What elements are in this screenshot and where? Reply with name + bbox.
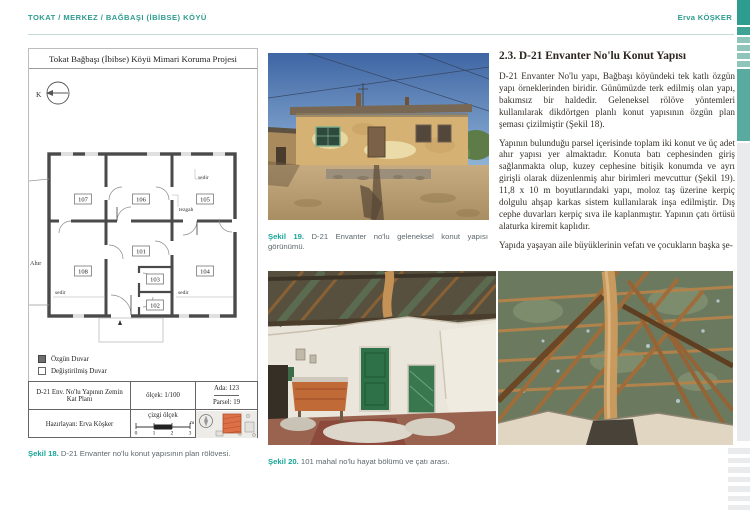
plan-sheet-title: Tokat Bağbaşı (İbibse) Köyü Mimari Koruma Projesi (29, 49, 257, 69)
plan-label-tezgah: tezgah (179, 207, 194, 213)
legend-label: Değiştirilmiş Duvar (51, 367, 107, 375)
room-label-102: 102 (150, 302, 160, 310)
site-plan-thumbnail (196, 411, 257, 438)
porch-outline (99, 318, 163, 342)
plan-label-sedir-top: sedir (198, 175, 209, 181)
article-column (499, 50, 735, 259)
page-edge-block[interactable] (737, 143, 750, 441)
cell-drawing-name: D-21 Env. No'lu Yapının Zemin Kat Planı (29, 382, 131, 410)
original-wall-swatch (38, 355, 46, 363)
section-heading: 2.3. D-21 Envanter No'lu Konut Yapısı (499, 50, 687, 62)
room-label-107: 107 (78, 196, 88, 204)
cell-scale: ölçek: 1/100 (131, 382, 196, 410)
page-edge-tab[interactable] (737, 69, 750, 141)
line-scale-label: çizgi ölçek (148, 412, 178, 419)
page-corner-tab[interactable] (728, 496, 750, 502)
legend-item-original-wall (38, 355, 107, 363)
figure-18-text: D-21 Envanter no'lu konut yapısının plan rölövesi. (60, 448, 231, 458)
page-corner-tab[interactable] (728, 467, 750, 473)
site-plan-building (223, 414, 241, 433)
article-paragraph-3: Yapıda yaşayan aile büyüklerinin vefatı ve çocukların başka şe- (499, 239, 733, 250)
breadcrumb: TOKAT / MERKEZ / BAĞBAŞI (İBİBSE) KÖYÜ (28, 13, 207, 22)
figure-19-photo-house-exterior (268, 53, 489, 220)
plan-sheet (28, 48, 258, 438)
figure-18-caption (28, 449, 260, 460)
cell-parsel: Parsel: 19 (213, 399, 240, 406)
figure-20-caption (268, 457, 568, 468)
scale-tick: 3 (188, 430, 192, 435)
article-paragraph-2: Yapının bulunduğu parsel içerisinde toplam iki konut ve üç adet ahır yapısı yer almaktadır. Konuta batı cephesinden giriş sağlanmakta olup, kuzey cephesine bitişik konumda ve ayrı girişli olarak düzenlenmiş ahır birimleri mevcuttur (Şekil 19). 11,8 x 10 m boyutlarındaki yapı, moloz taş üzerine kerpiç dolgulu ahşap karkas sistem kullanılarak inşa edilmiştir. Dış cephe duvarları kerpiç sıva ile kaplanmıştır. Yapının çatı örtüsü alaturka kiremit kaplıdır. (499, 137, 735, 231)
page-corner-tab[interactable] (728, 486, 750, 492)
cell-site-plan (196, 410, 257, 438)
legend-item-modified-wall (38, 367, 107, 375)
plan-label-ahir: Ahır (30, 260, 42, 267)
cell-ada-parsel (196, 382, 257, 410)
cell-prepared-by: Hazırlayan: Erva Köşker (29, 410, 131, 438)
figure-19-caption (268, 232, 488, 253)
legend-label: Özgün Duvar (51, 355, 89, 363)
page-edge-tab[interactable] (737, 27, 750, 35)
figure-20-photo-attic (498, 271, 733, 445)
page-edge-tab[interactable] (737, 0, 750, 25)
page-edge-tab[interactable] (737, 45, 750, 51)
page-edge-tab[interactable] (737, 61, 750, 67)
entrance-marker (118, 320, 122, 325)
scale-unit: m (190, 420, 194, 426)
scale-bar (132, 419, 194, 435)
north-label: K (36, 90, 42, 99)
north-arrow-icon (36, 82, 69, 104)
plan-legend (38, 355, 107, 379)
plan-label-sedir-left: sedir (55, 290, 66, 296)
floor-plan-drawing (29, 69, 257, 353)
page-edge-tab[interactable] (737, 53, 750, 59)
figure-20-photo-interior (268, 271, 496, 445)
page-corner-tab[interactable] (728, 505, 750, 510)
room-label-103: 103 (150, 276, 160, 284)
figure-20-label: Şekil 20. (268, 456, 299, 466)
room-label-101: 101 (136, 248, 146, 256)
room-label-105: 105 (200, 196, 210, 204)
page-edge-tab[interactable] (737, 37, 750, 43)
room-label-108: 108 (78, 268, 88, 276)
room-label-104: 104 (200, 268, 210, 276)
scale-tick: 1 (152, 430, 156, 435)
page-corner-tab[interactable] (728, 458, 750, 464)
scale-tick: 2 (170, 430, 174, 435)
page-corner-tab[interactable] (728, 448, 750, 454)
page-author: Erva KÖŞKER (677, 13, 732, 22)
plan-openings (59, 151, 238, 325)
page-corner-tab[interactable] (728, 477, 750, 483)
header-divider (28, 34, 734, 35)
figure-19-label: Şekil 19. (268, 231, 305, 241)
cell-line-scale (131, 410, 196, 438)
plan-label-sedir-right: sedir (178, 290, 189, 296)
cell-ada: Ada: 123 (214, 382, 239, 396)
article-paragraph-1: D-21 Envanter No'lu yapı, Bağbaşı köyündeki tek katlı özgün yapı örneklerinden biridir. Günümüzde terk edilmiş olan yapı, bakımsız bir haldedir. Geleneksel rölöve yöntemleri kullanılarak dikdörtgen planlı konut yapısının özgün plan şeması çizilmiştir (Şekil 18). (499, 71, 735, 129)
title-block-table (28, 381, 258, 438)
figure-20-text: 101 mahal no'lu hayat bölümü ve çatı arası. (300, 456, 450, 466)
modified-wall-swatch (38, 367, 46, 375)
scale-tick: 0 (134, 430, 138, 435)
figure-19-text: D-21 Envanter no'lu geleneksel konut yapısı görünümü. (268, 231, 488, 252)
figure-18-label: Şekil 18. (28, 448, 59, 458)
room-label-106: 106 (136, 196, 146, 204)
barn-annex-lines (29, 179, 49, 305)
